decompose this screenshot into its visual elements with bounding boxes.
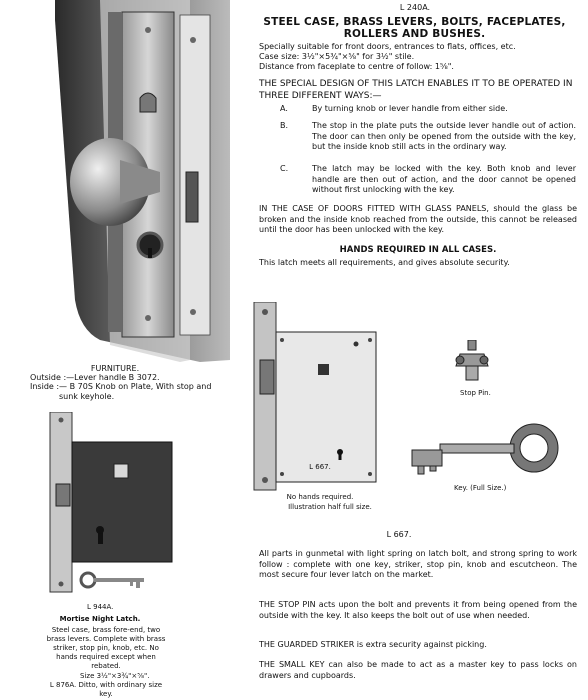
way-c-text: The latch may be locked with the key. Both knob and lever handle are then out of action, and the door cannot be opened without first unlocking with the key. — [312, 164, 576, 194]
mortise-desc: Steel case, brass fore-end, two brass levers. Complete with brass striker, stop pin, knob, etc. No hands required except when rebated. — [46, 626, 166, 670]
l667-forend — [254, 302, 276, 490]
way-a-text: By turning knob or lever handle from either side. — [312, 104, 508, 113]
key-shaft — [440, 444, 514, 453]
way-b-text: The stop in the plate puts the outside lever handle out of action. The door can then only be opened from the outside with the key, but the inside knob still acts in the ordinary way. — [312, 121, 576, 151]
l667-para: All parts in gunmetal with light spring on latch bolt, and strong spring to work follow : complete with one key, striker, stop pin, knob and escutcheon. The most secure four lever latch on the market. — [259, 549, 577, 579]
furniture-outside: Outside :—Lever handle B 3072. — [30, 373, 160, 382]
meets-requirements: This latch meets all requirements, and gives absolute security. — [259, 258, 510, 267]
guarded-striker-para: THE GUARDED STRIKER is extra security against picking. — [259, 640, 487, 649]
mortise-night-latch-illustration — [40, 412, 180, 594]
door-furniture-illustration — [0, 0, 230, 362]
stop-pin-label: Stop Pin. — [460, 389, 491, 397]
latch-bolt — [186, 172, 198, 222]
glass-panels-para: IN THE CASE OF DOORS FITTED WITH GLASS PANELS, should the glass be broken and the inside knob reached from the outside, this cannot be released until the door has been unlocked with the key. — [259, 204, 577, 234]
hands-required: HANDS REQUIRED IN ALL CASES. — [339, 245, 497, 255]
stop-button — [140, 93, 156, 112]
intro-line-2: Case size: 3½"×5¾"×⅝" for 3½" stile. — [259, 52, 415, 61]
intro-line-1: Specially suitable for front doors, entrances to flats, offices, etc. — [259, 42, 516, 51]
l667-bolt — [260, 360, 274, 394]
key-illustration — [404, 422, 564, 480]
l667-code: L 667. — [386, 530, 412, 539]
mortise-case — [72, 442, 172, 562]
code-l240a: L 240A. — [399, 3, 431, 12]
special-heading: THE SPECIAL DESIGN OF THIS LATCH ENABLES IT TO BE OPERATED IN THREE DIFFERENT WAYS:— — [259, 79, 573, 101]
furniture-inside-1: Inside :— B 70S Knob on Plate, With stop and — [30, 382, 212, 391]
mortise-key — [81, 573, 144, 588]
l667-caption-line2: Illustration half full size. — [288, 503, 372, 511]
key-bit — [412, 450, 442, 466]
way-c-letter: C. — [280, 164, 289, 173]
l667-case — [276, 332, 376, 482]
stop-pin-illustration — [452, 340, 492, 385]
mortise-size: Size 3½"×3¾"×⅝". — [80, 672, 150, 680]
key-label: Key. (Full Size.) — [454, 484, 507, 492]
way-a-letter: A. — [280, 104, 288, 113]
small-key-para: THE SMALL KEY can also be made to act as a master key to pass locks on drawers and cupboards. — [259, 660, 577, 680]
intro-line-3: Distance from faceplate to centre of follow: 1⅝". — [259, 62, 454, 71]
mortise-ditto: L 876A. Ditto, with ordinary size key. — [49, 681, 163, 698]
mortise-code: L 944A. — [87, 603, 114, 611]
way-b-letter: B. — [280, 121, 289, 130]
l667-caption-line1: No hands required. — [286, 493, 354, 501]
stop-pin-para: THE STOP PIN acts upon the bolt and prevents it from being opened from the outside with the key. It also keeps the bolt out of use when needed. — [259, 600, 577, 620]
mortise-title: Mortise Night Latch. — [59, 615, 141, 623]
furniture-inside-2: sunk keyhole. — [59, 392, 115, 401]
page-title: STEEL CASE, BRASS LEVERS, BOLTS, FACEPLATES, ROLLERS AND BUSHES. — [263, 16, 566, 40]
key-bow — [510, 424, 558, 472]
l667-caption-code: L 667. — [309, 463, 331, 471]
furniture-title: FURNITURE. — [90, 364, 140, 373]
